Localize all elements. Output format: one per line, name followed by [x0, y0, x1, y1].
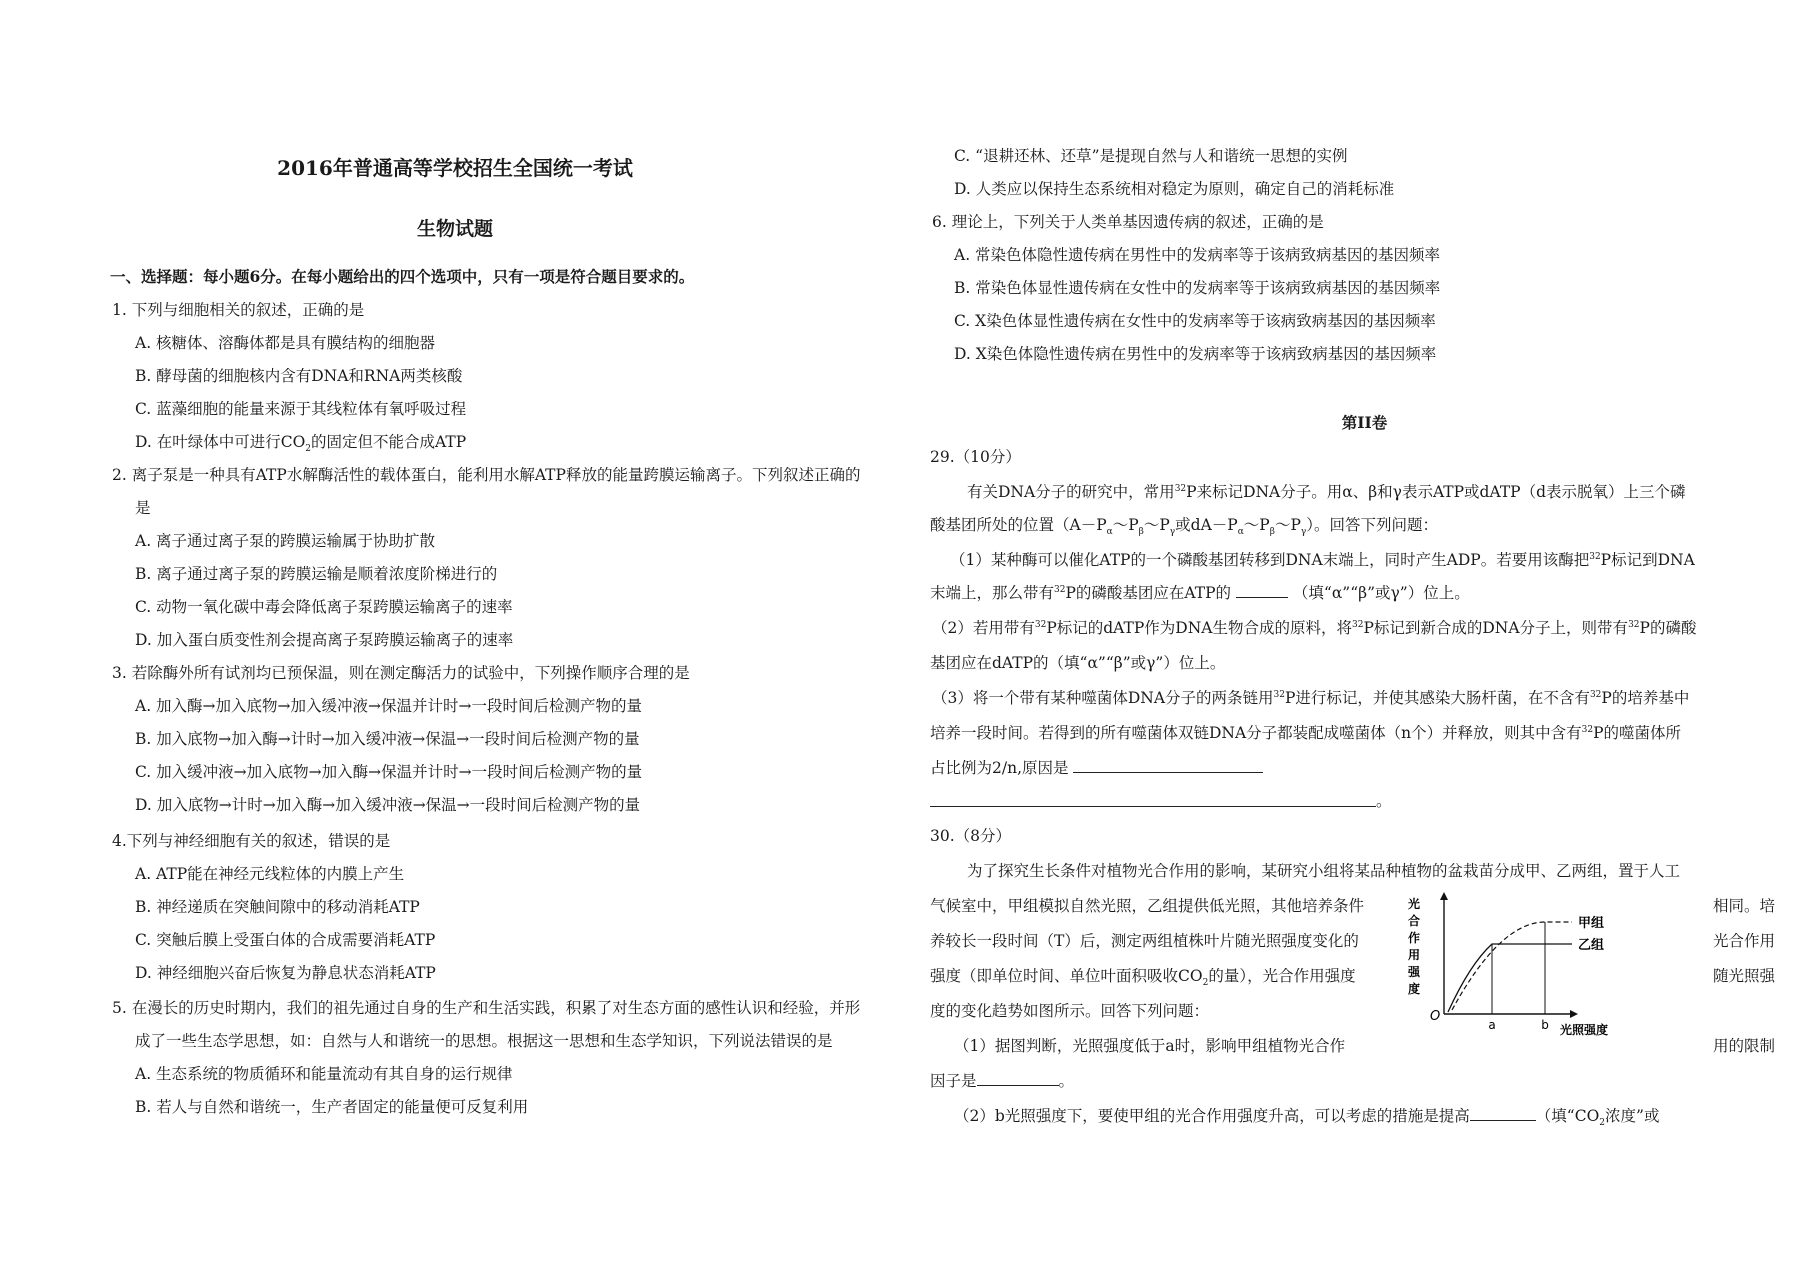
q2-option-b: B. 离子通过离子泵的跨膜运输是顺着浓度阶梯进行的 — [135, 565, 498, 583]
x-axis-arrow — [1570, 1010, 1578, 1018]
part-two-heading: 第II卷 — [1341, 413, 1388, 432]
q1-option-d: D. 在叶绿体中可进行$CO_2$的固定但不能合成ATP — [135, 433, 467, 455]
q30-heading: 30.（8分） — [930, 827, 1012, 845]
y-axis-label-char: 光 — [1407, 897, 1421, 911]
q2-option-a: A. 离子通过离子泵的跨膜运输属于协助扩散 — [135, 532, 436, 550]
q30-intro-line2: 气候室中，甲组模拟自然光照，乙组提供低光照，其他培养条件 — [930, 897, 1365, 915]
q29-sub1-line2: 末端上，那么带有$^{32}$P的磷酸基团应在ATP的 （填“α”“β”或γ”）位上。 — [930, 584, 1470, 602]
x-axis-label: 光照强度 — [1559, 1023, 1609, 1036]
q6-option-c: C. X染色体显性遗传病在女性中的发病率等于该病致病基因的基因频率 — [954, 312, 1436, 330]
q3-option-a: A. 加入酶→加入底物→加入缓冲液→保温并计时→一段时间后检测产物的量 — [135, 697, 642, 715]
q4-stem: 4.下列与神经细胞有关的叙述，错误的是 — [112, 832, 391, 850]
q29-sub3-line3: 占比例为2/n,原因是 — [930, 757, 1263, 779]
photosynthesis-chart — [1400, 886, 1660, 1036]
q29-answer-blank-3a[interactable] — [1073, 758, 1263, 773]
q1-option-b: B. 酵母菌的细胞核内含有DNA和RNA两类核酸 — [135, 367, 463, 385]
tick-label-a: a — [1488, 1018, 1496, 1032]
q29-answer-blank-3b[interactable] — [930, 806, 1376, 807]
q29-answer-blank-1[interactable] — [1236, 583, 1288, 598]
q6-stem: 6. 理论上，下列关于人类单基因遗传病的叙述，正确的是 — [932, 213, 1324, 231]
q30-sub1-line1-right: 用的限制 — [1713, 1037, 1776, 1055]
tick-label-b: b — [1541, 1018, 1549, 1032]
q30-intro-line3: 养较长一段时间（T）后，测定两组植株叶片随光照强度变化的 — [930, 932, 1359, 950]
q29-sub3-line1: （3）将一个带有某种噬菌体DNA分子的两条链用$^{32}$P进行标记，并使其感染大肠杆菌，在不含有$^{32}$P的培养基中 — [932, 689, 1690, 707]
q30-intro-line1: 为了探究生长条件对植物光合作用的影响，某研究小组将某品种植物的盆栽苗分成甲、乙两组，置于人工 — [967, 862, 1681, 880]
q30-answer-blank-2[interactable] — [1470, 1106, 1536, 1121]
q6-option-a: A. 常染色体隐性遗传病在男性中的发病率等于该病致病基因的基因频率 — [954, 246, 1441, 264]
q29-intro-line1: 有关DNA分子的研究中，常用$^{32}$P来标记DNA分子。用α、β和γ表示ATP或dATP（d表示脱氧）上三个磷 — [967, 483, 1686, 501]
legend-yi: 乙组 — [1578, 938, 1605, 953]
origin-label: O — [1430, 1009, 1441, 1024]
q1-option-c: C. 蓝藻细胞的能量来源于其线粒体有氧呼吸过程 — [135, 400, 467, 418]
y-axis-label-char: 度 — [1407, 982, 1421, 996]
q30-intro-line2-right: 相同。培 — [1713, 897, 1776, 915]
q30-answer-blank-1[interactable] — [977, 1071, 1059, 1086]
q4-option-a: A. ATP能在神经元线粒体的内膜上产生 — [135, 865, 405, 883]
q30-intro-line5: 度的变化趋势如图所示。回答下列问题： — [930, 1002, 1210, 1020]
exam-subtitle: 生物试题 — [416, 218, 493, 240]
q30-intro-line4: 强度（即单位时间、单位叶面积吸收$CO_2$的量），光合作用强度 — [930, 967, 1356, 989]
q1-stem: 1. 下列与细胞相关的叙述，正确的是 — [112, 301, 365, 319]
q4-option-c: C. 突触后膜上受蛋白体的合成需要消耗ATP — [135, 931, 436, 949]
q2-stem-line2: 是 — [135, 499, 151, 517]
y-axis-label-char: 用 — [1407, 948, 1421, 962]
q30-intro-line3-right: 光合作用 — [1713, 932, 1776, 950]
series-yi-line — [1448, 944, 1572, 1012]
q29-sub3-line2: 培养一段时间。若得到的所有噬菌体双链DNA分子都装配成噬菌体（n个）并释放，则其中含有$^{32}$P的噬菌体所 — [930, 724, 1682, 742]
q5-stem-line2: 成了一些生态学思想，如：自然与人和谐统一的思想。根据这一思想和生态学知识，下列说法错误的是 — [135, 1032, 833, 1050]
q3-option-d: D. 加入底物→计时→加入酶→加入缓冲液→保温→一段时间后检测产物的量 — [135, 796, 641, 814]
y-axis-label-char: 作 — [1407, 931, 1421, 945]
q29-period: 。 — [1376, 792, 1392, 810]
legend-jia: 甲组 — [1578, 916, 1605, 931]
q3-option-b: B. 加入底物→加入酶→计时→加入缓冲液→保温→一段时间后检测产物的量 — [135, 730, 640, 748]
q5-stem-line1: 5. 在漫长的历史时期内，我们的祖先通过自身的生产和生活实践，积累了对生态方面的感性认识和经验，并形 — [112, 999, 861, 1017]
q5-option-d: D. 人类应以保持生态系统相对稳定为原则，确定自己的消耗标准 — [954, 180, 1395, 198]
q6-option-d: D. X染色体隐性遗传病在男性中的发病率等于该病致病基因的基因频率 — [954, 345, 1437, 363]
q2-option-c: C. 动物一氧化碳中毒会降低离子泵跨膜运输离子的速率 — [135, 598, 513, 616]
y-axis-arrow — [1440, 892, 1448, 900]
y-axis-label-char: 合 — [1407, 914, 1421, 928]
q4-option-b: B. 神经递质在突触间隙中的移动消耗ATP — [135, 898, 420, 916]
q2-option-d: D. 加入蛋白质变性剂会提高离子泵跨膜运输离子的速率 — [135, 631, 514, 649]
q30-intro-line4-right: 随光照强 — [1713, 967, 1776, 985]
q30-sub2-line1: （2）b光照强度下，要使甲组的光合作用强度升高，可以考虑的措施是提高 （填“$CO_2$浓度”或 — [954, 1107, 1660, 1129]
y-axis-label-char: 强 — [1407, 965, 1421, 979]
q1-option-a: A. 核糖体、溶酶体都是具有膜结构的细胞器 — [135, 334, 436, 352]
q5-option-c: C. “退耕还林、还草”是提现自然与人和谐统一思想的实例 — [954, 147, 1348, 165]
q30-sub1-line1: （1）据图判断，光照强度低于a时，影响甲组植物光合作 — [954, 1037, 1346, 1055]
q29-heading: 29.（10分） — [930, 448, 1021, 466]
chart-marks — [1407, 892, 1608, 1036]
q29-intro-line2: 酸基团所处的位置（$A-P_\alpha\sim P_\beta\sim P_\gamma$或$dA-P_\alpha\sim P_\beta\sim P_\gamma$）。回答下列问题： — [930, 516, 1439, 538]
q5-option-a: A. 生态系统的物质循环和能量流动有其自身的运行规律 — [135, 1065, 513, 1083]
q3-option-c: C. 加入缓冲液→加入底物→加入酶→保温并计时→一段时间后检测产物的量 — [135, 763, 643, 781]
q5-option-b: B. 若人与自然和谐统一，生产者固定的能量便可反复利用 — [135, 1098, 529, 1116]
series-jia-line — [1452, 922, 1572, 1010]
section-one-heading: 一、选择题：每小题6分。在每小题给出的四个选项中，只有一项是符合题目要求的。 — [110, 267, 695, 286]
q29-sub2-line1: （2）若用带有$^{32}$P标记的dATP作为DNA生物合成的原料，将$^{32}$P标记到新合成的DNA分子上，则带有$^{32}$P的磷酸 — [932, 619, 1697, 637]
q29-sub2-line2: 基团应在dATP的（填“α”“β”或γ”）位上。 — [930, 654, 1226, 672]
q29-sub1-line1: （1）某种酶可以催化ATP的一个磷酸基团转移到DNA末端上，同时产生ADP。若要用该酶把$^{32}$P标记到DNA — [950, 551, 1695, 569]
q4-option-d: D. 神经细胞兴奋后恢复为静息状态消耗ATP — [135, 964, 436, 982]
q30-sub1-line2: 因子是 。 — [930, 1072, 1075, 1090]
q6-option-b: B. 常染色体显性遗传病在女性中的发病率等于该病致病基因的基因频率 — [954, 279, 1441, 297]
q2-stem-line1: 2. 离子泵是一种具有ATP水解酶活性的载体蛋白，能利用水解ATP释放的能量跨膜运输离子。下列叙述正确的 — [112, 466, 861, 484]
exam-title: 2016年普通高等学校招生全国统一考试 — [277, 156, 633, 180]
q3-stem: 3. 若除酶外所有试剂均已预保温，则在测定酶活力的试验中，下列操作顺序合理的是 — [112, 664, 690, 682]
